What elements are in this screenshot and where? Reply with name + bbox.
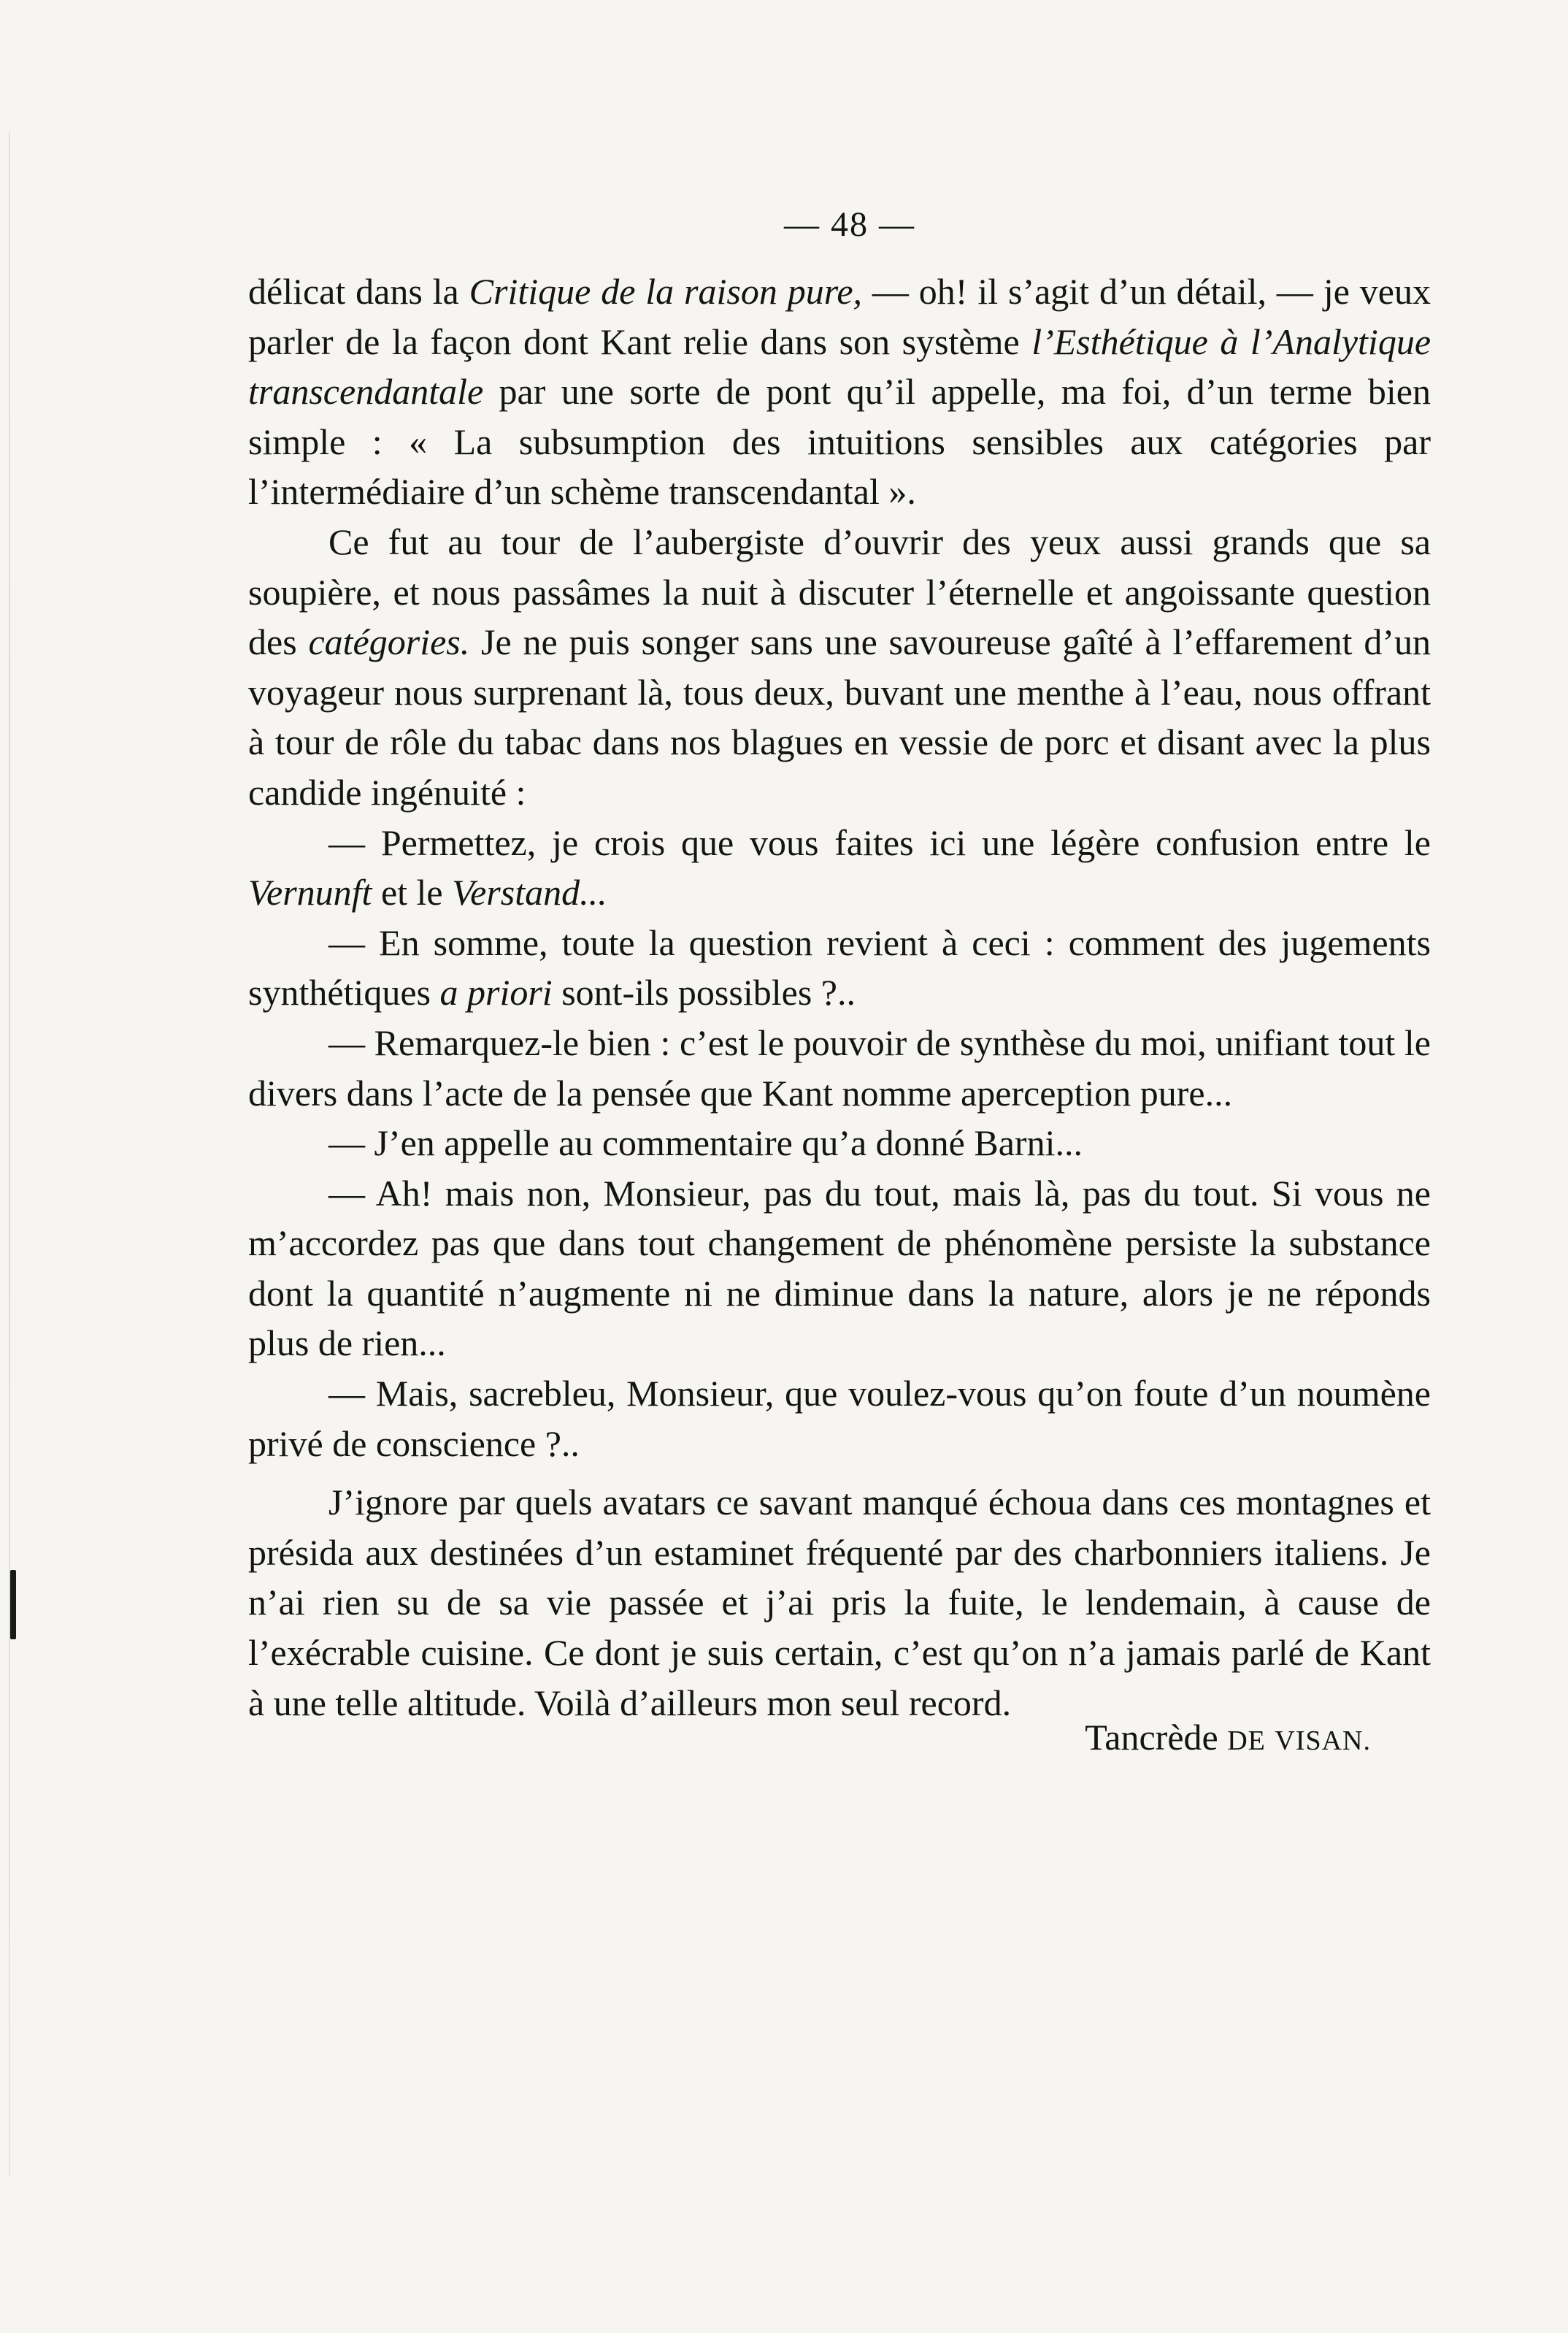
scan-mark	[10, 1570, 16, 1639]
dialogue-line-2	[248, 918, 1431, 1018]
body-text	[248, 267, 1431, 1728]
signature-particle: DE	[1227, 1725, 1266, 1756]
author-signature	[1085, 1716, 1371, 1758]
signature-last-name: VISAN.	[1275, 1725, 1371, 1756]
paragraph-2	[248, 517, 1431, 818]
italic-term: l’Esthétique à l’Analytique transcendantale	[248, 321, 1431, 413]
paragraph-1	[248, 267, 1431, 517]
text-run: par une sorte de pont qu’il appelle, ma foi, d’un terme bien simple : « La subsumption des intuitions sensibles aux catégories par l’intermédiaire d’un schème transcendantal ».	[248, 371, 1431, 513]
dialogue-line-4: — J’en appelle au commentaire qu’a donné Barni...	[328, 1122, 1083, 1164]
text-run: sont-ils possibles ?..	[552, 972, 856, 1014]
text-run: délicat dans la	[248, 271, 469, 312]
italic-term: catégories.	[308, 621, 470, 663]
signature-space	[1266, 1717, 1275, 1758]
scan-edge	[9, 131, 10, 2176]
paragraph-3: J’ignore par quels avatars ce savant manqué échoua dans ces montagnes et présida aux destinées d’un estaminet fréquenté par des charbonniers italiens. Je n’ai rien su de sa vie passée et j’ai pris la fuite, le lendemain, à cause de l’exécrable cuisine. Ce dont je suis certain, c’est qu’on n’a jamais parlé de Kant à une telle altitude. Voilà d’ailleurs mon seul record.	[248, 1482, 1431, 1723]
dialogue-line-6: — Mais, sacrebleu, Monsieur, que voulez-vous qu’on foute d’un noumène privé de conscience ?..	[248, 1373, 1431, 1464]
text-run: — En somme, toute la question revient à ceci : comment des jugements synthétiques	[248, 922, 1431, 1014]
dialogue-line-3: — Remarquez-le bien : c’est le pouvoir de synthèse du moi, unifiant tout le divers dans l’acte de la pensée que Kant nomme aperception pure...	[248, 1022, 1431, 1114]
italic-title: Critique de la raison pure,	[469, 271, 863, 312]
italic-term: a priori	[439, 972, 553, 1014]
page-number: — 48 —	[784, 205, 915, 244]
text-run: — oh! il s’agit d’un détail, — je veux parler de la façon dont Kant relie dans son système	[248, 271, 1431, 362]
dialogue-line-1	[248, 818, 1431, 918]
italic-term: Vernunft	[248, 872, 372, 913]
text-run: Ce fut au tour de l’aubergiste d’ouvrir des yeux aussi grands que sa soupière, et nous passâmes la nuit à discuter l’éternelle et angoissante question des	[248, 521, 1431, 663]
text-run: et le	[372, 872, 453, 913]
text-run: — Permettez, je crois que vous faites ici une légère confusion entre le	[328, 821, 1431, 863]
dialogue-line-5: — Ah! mais non, Monsieur, pas du tout, mais là, pas du tout. Si vous ne m’accordez pas que dans tout changement de phénomène persiste la substance dont la quantité n’augmente ni ne diminue dans la nature, alors je ne réponds plus de rien...	[248, 1172, 1431, 1364]
text-run: Je ne puis songer sans une savoureuse gaîté à l’effarement d’un voyageur nous surprenant là, tous deux, buvant une menthe à l’eau, nous offrant à tour de rôle du tabac dans nos blagues en vessie de porc et disant avec la plus candide ingénuité :	[248, 621, 1431, 813]
italic-term: Verstand...	[452, 872, 607, 913]
signature-first-name: Tancrède	[1085, 1717, 1228, 1758]
